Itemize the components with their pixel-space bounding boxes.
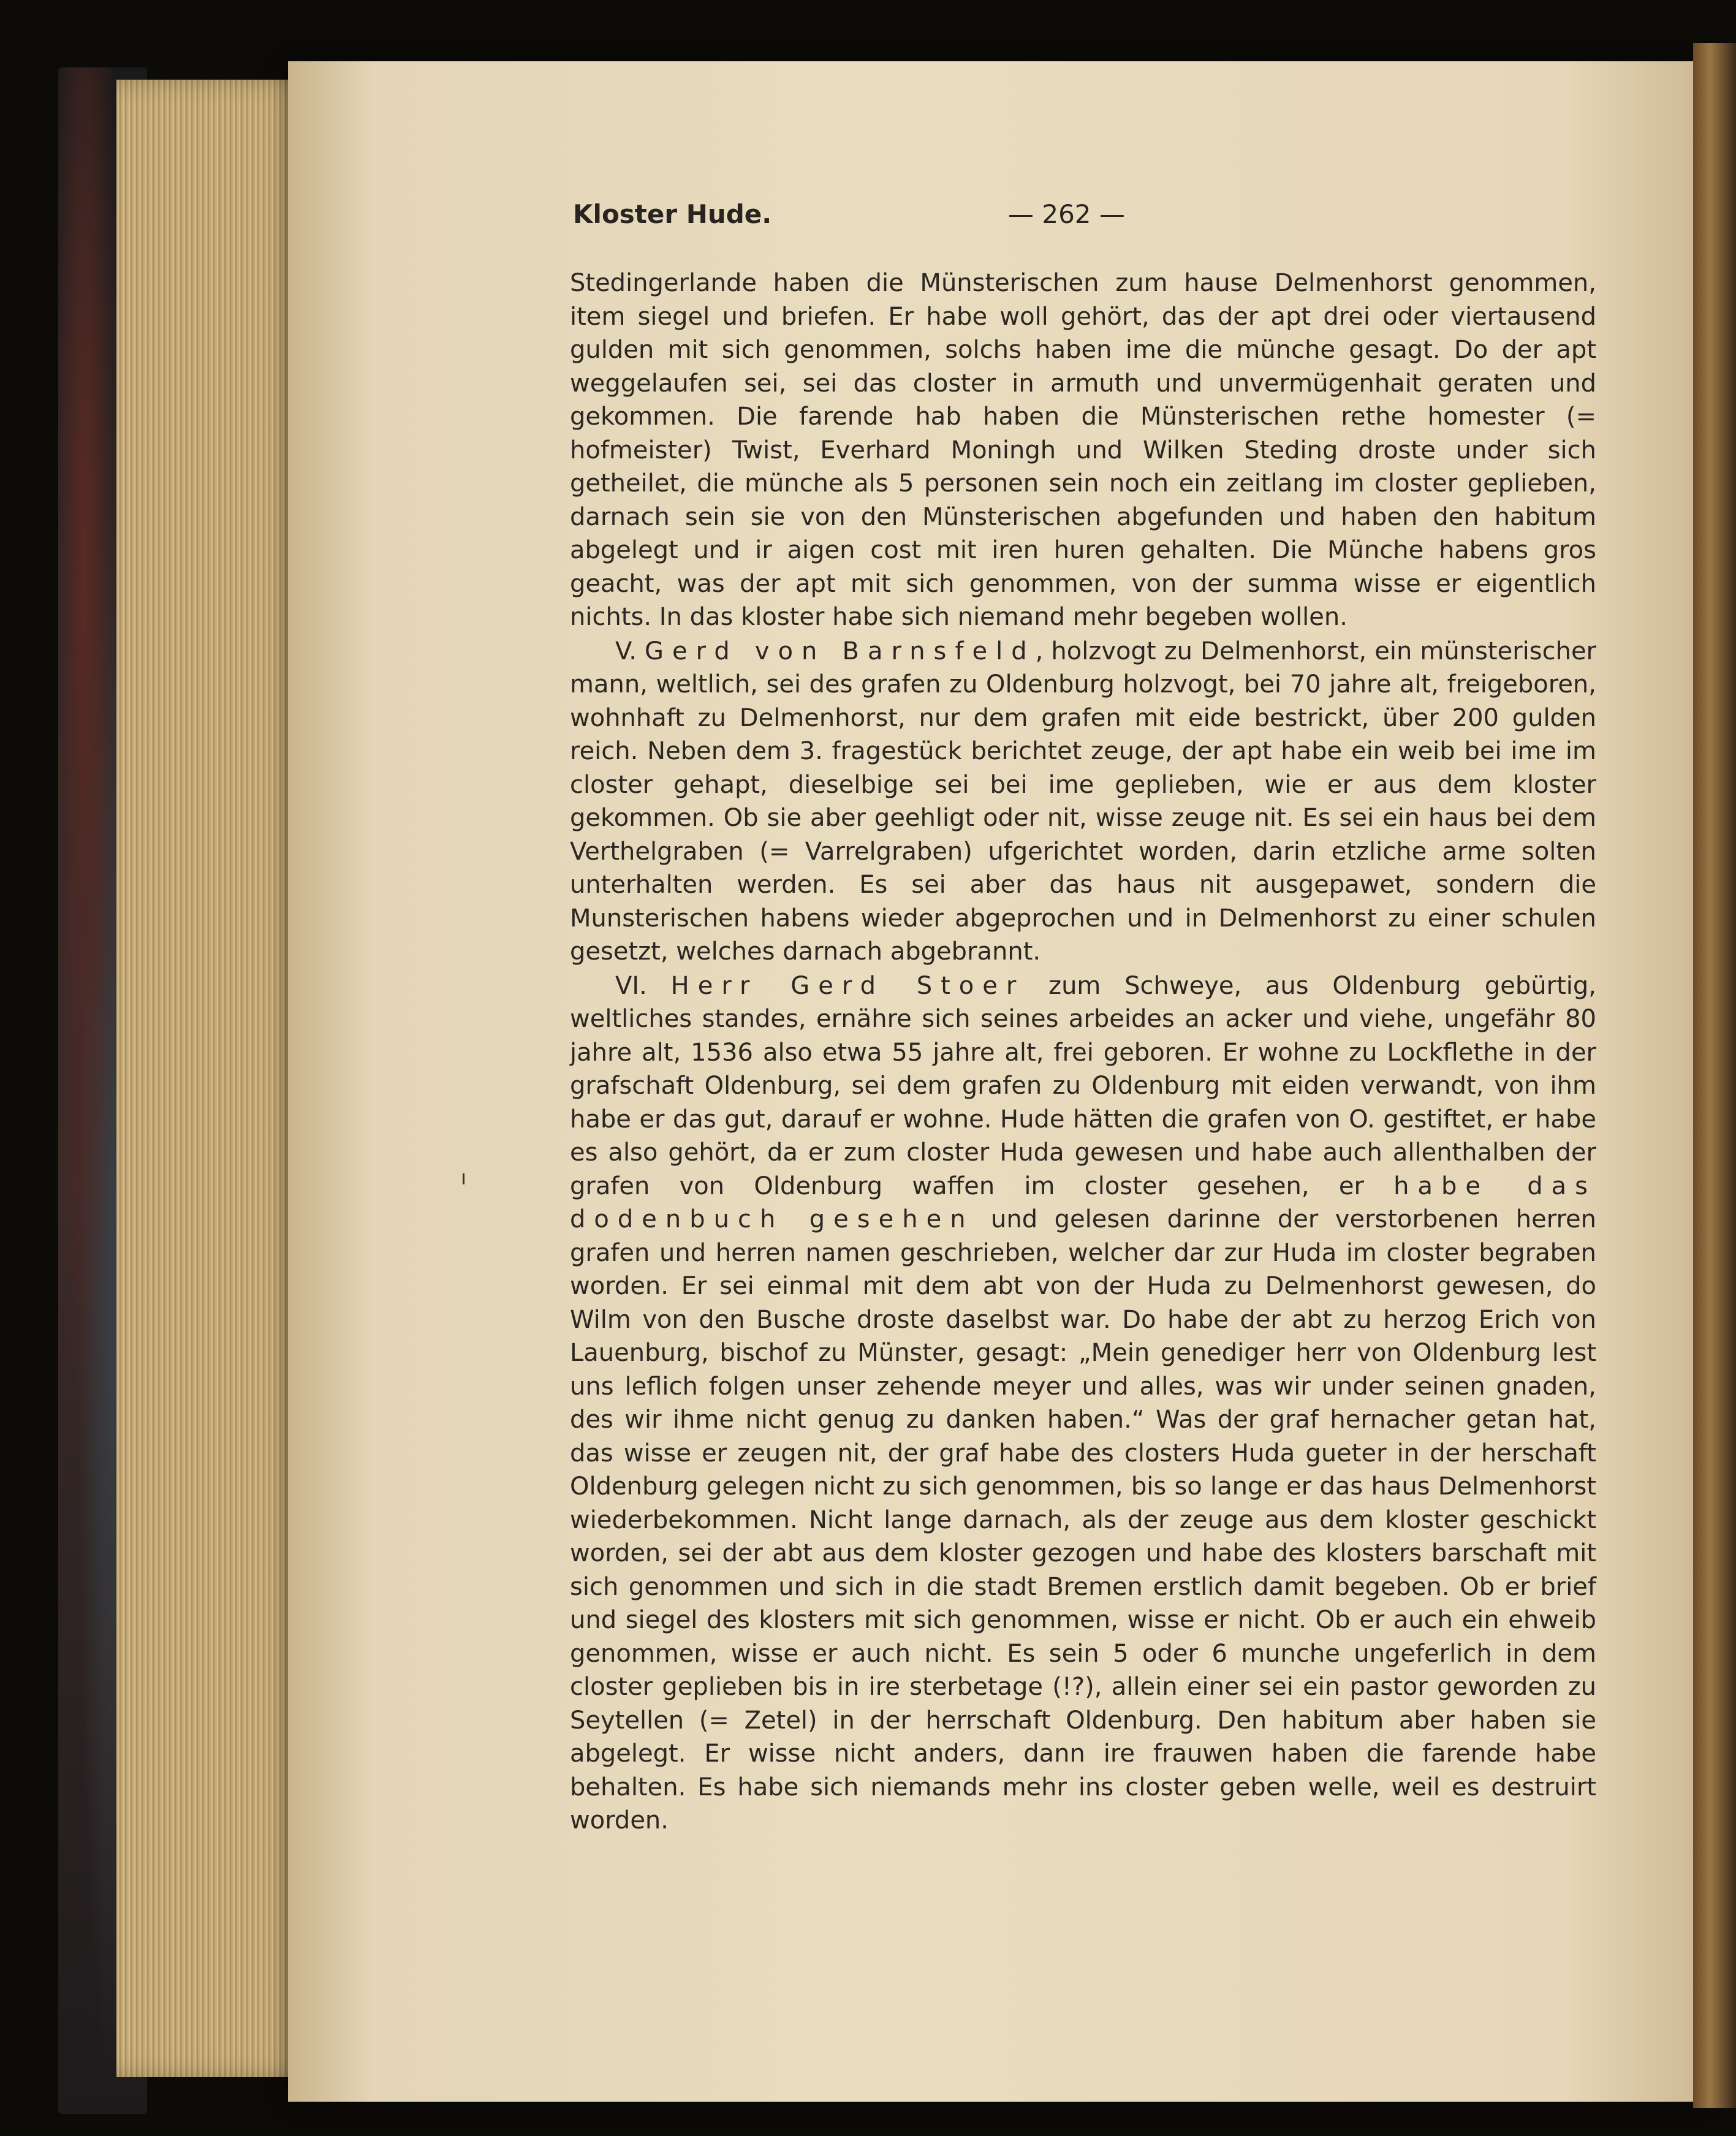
- body-text: [570, 267, 1596, 1838]
- witness-name: Herr Gerd Stoer: [670, 971, 1025, 1000]
- margin-mark: [463, 1173, 464, 1184]
- witness-number: VI.: [615, 971, 647, 1000]
- paragraph-3-text-b: und gelesen darinne der verstorbenen herren grafen und herren namen geschrieben, welcher dar zur Huda im closter begraben worden. Er sei einmal mit dem abt von der Huda zu Delmenhorst gewesen, do Wilm von den Busche droste daselbst war. Do habe der abt zu herzog Erich von Lauenburg, bischof zu Münster, gesagt: „Mein genediger herr von Oldenburg lest uns leflich folgen unser zehende meyer und alles, was wir under seinen gnaden, des wir ihme nicht genug zu danken haben.“ Was der graf hernacher getan hat, das wisse er zeugen nit, der graf habe des closters Huda gueter in der herschaft Oldenburg gelegen nicht zu sich genommen, bis so lange er das haus Delmenhorst wiederbekommen. Nicht lange darnach, als der zeuge aus dem kloster geschickt worden, sei der abt aus dem kloster gezogen und habe des klosters barschaft mit sich genommen und sich in die stadt Bremen erstlich damit begeben. Ob er brief und siegel des klosters mit sich genommen, wisse er nicht. Ob er auch ein ehweib genommen, wisse er auch nicht. Es sein 5 oder 6 munche ungeferlich in dem closter geplieben bis in ire sterbetage (!?), allein einer sei ein pastor geworden zu Seytellen (= Zetel) in der herrschaft Oldenburg. Den habitum aber haben sie abgelegt. Er wisse nicht anders, dann ire frauwen haben die farende habe behalten. Es habe sich niemands mehr ins closter geben welle, weil es destruirt worden.: [570, 1205, 1596, 1835]
- paragraph-2: [570, 635, 1596, 969]
- paragraph-2-text: , holzvogt zu Delmenhorst, ein münsterischer mann, weltlich, sei des grafen zu Oldenburg holzvogt, bei 70 jahre alt, freigeboren, wohnhaft zu Delmenhorst, nur dem grafen mit eide bestrickt, über 200 gulden reich. Neben dem 3. fragestück berichtet zeuge, der apt habe ein weib bei ime im closter gehapt, dieselbige sei bei ime geplieben, wie er aus dem kloster gekommen. Ob sie aber geehligt oder nit, wisse zeuge nit. Es sei ein haus bei dem Verthelgraben (= Varrelgraben) ufgerichtet worden, darin etzliche arme solten unterhalten werden. Es sei aber das haus nit ausgepawet, sondern die Munsterischen habens wieder abgeprochen und in Delmenhorst zu einer schulen gesetzt, welches darnach abgebrannt.: [570, 637, 1597, 966]
- spaced-emphasis: habe das dodenbuch gesehen: [570, 1172, 1596, 1233]
- paragraph-3: [570, 969, 1596, 1838]
- paragraph-3-text-a: zum Schweye, aus Oldenburg gebürtig, weltliches standes, ernähre sich seines arbeides an acker und viehe, ungefähr 80 jahre alt, 1536 also etwa 55 jahre alt, frei geboren. Er wohne zu Lockflethe in der grafschaft Oldenburg, sei dem grafen zu Oldenburg mit eiden verwandt, von ihm habe er das gut, darauf er wohne. Hude hätten die grafen von O. gestiftet, er habe es also gehört, da er zum closter Huda gewesen und habe auch allenthalben der grafen von Oldenburg waffen im closter gesehen, er: [570, 971, 1597, 1200]
- paragraph-1: Stedingerlande haben die Münsterischen zum hause Delmenhorst genommen, item siegel und briefen. Er habe woll gehört, das der apt drei oder viertausend gulden mit sich genommen, solchs haben ime die münche gesagt. Do der apt weggelaufen sei, sei das closter in armuth und unvermügenhait geraten und gekommen. Die farende hab haben die Münsterischen rethe homester (= hofmeister) Twist, Everhard Moningh und Wilken Steding droste under sich getheilet, die münche als 5 personen sein noch ein zeitlang im closter geplieben, darnach sein sie von den Münsterischen abgefunden und haben den habitum abgelegt und ir aigen cost mit iren huren gehalten. Die Münche habens gros geacht, was der apt mit sich genommen, von der summa wisse er eigentlich nichts. In das kloster habe sich niemand mehr begeben wollen.: [570, 269, 1596, 631]
- running-title: Kloster Hude.: [573, 199, 772, 229]
- page-number: — 262 —: [1008, 199, 1125, 229]
- page-header: [573, 199, 1596, 248]
- witness-number: V.: [615, 637, 637, 665]
- book-binding-edge: [1693, 43, 1736, 2108]
- witness-name: Gerd von Barnsfeld: [645, 637, 1036, 665]
